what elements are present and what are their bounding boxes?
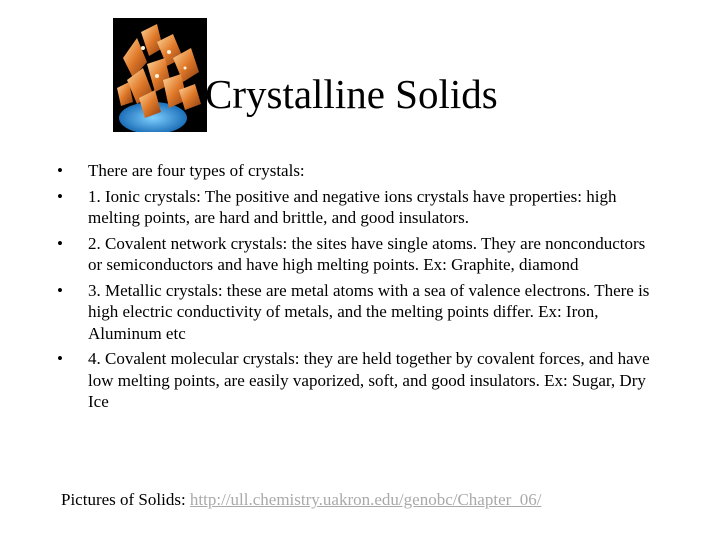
bullet-item xyxy=(57,348,657,413)
bullet-item xyxy=(57,186,657,229)
bullet-item xyxy=(57,280,657,345)
bullet-text: 2. Covalent network crystals: the sites have single atoms. They are nonconductors or semiconductors and have high melting points. Ex: Graphite, diamond xyxy=(88,233,646,274)
bullet-text: There are four types of crystals: xyxy=(88,161,305,180)
bullet-symbol: • xyxy=(57,233,63,253)
bullet-symbol: • xyxy=(57,161,63,180)
bullet-text: 3. Metallic crystals: these are metal atoms with a sea of valence electrons. There is high electric conductivity of metals, and the melting points differ. Ex: Iron, Aluminum etc xyxy=(88,280,650,343)
bullet-text: 1. Ionic crystals: The positive and negative ions crystals have properties: high melting points, are hard and brittle, and good insulators. xyxy=(88,186,617,227)
footer-line xyxy=(61,489,542,511)
bullet-symbol: • xyxy=(57,280,63,300)
bullet-text: 4. Covalent molecular crystals: they are held together by covalent forces, and have low melting points, are easily vaporized, soft, and good insulators. Ex: Sugar, Dry Ice xyxy=(88,349,650,411)
slide-title: Crystalline Solids xyxy=(205,71,498,117)
bullet-list xyxy=(57,160,657,417)
crystal-photo xyxy=(113,18,207,132)
bullet-item xyxy=(57,160,657,182)
bullet-item xyxy=(57,233,657,276)
bullet-symbol: • xyxy=(57,349,63,368)
bullet-symbol: • xyxy=(57,186,63,206)
footer-label: Pictures of Solids: xyxy=(61,490,190,509)
chapter-link[interactable]: http://ull.chemistry.uakron.edu/genobc/Chapter_06/ xyxy=(189,490,542,509)
